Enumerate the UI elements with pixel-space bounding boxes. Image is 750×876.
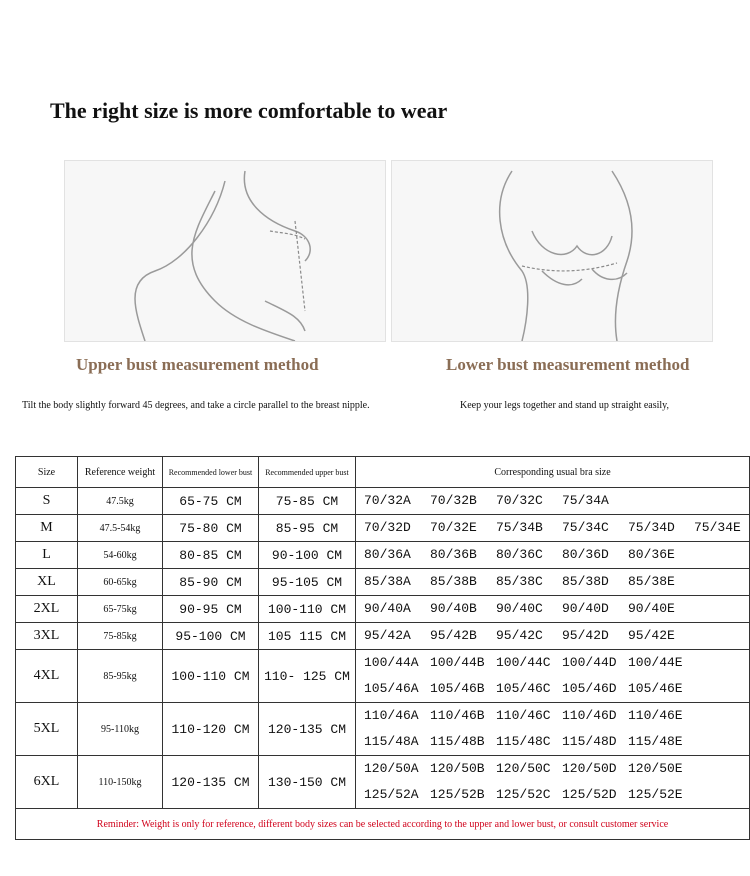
size-label: 6XL bbox=[16, 756, 78, 809]
bra-size-item: 85/38B bbox=[430, 574, 477, 589]
lower-bust-figure-icon bbox=[392, 161, 712, 341]
bra-size-line bbox=[364, 623, 749, 649]
bra-size-item: 90/40E bbox=[628, 601, 675, 616]
size-row bbox=[16, 515, 750, 542]
lower-bust-range: 90-95 CM bbox=[163, 596, 259, 623]
upper-bust-range: 100-110 CM bbox=[259, 596, 356, 623]
bra-size-item: 125/52E bbox=[628, 787, 683, 802]
bra-size-item: 75/34B bbox=[496, 520, 543, 535]
bra-size-line bbox=[364, 650, 749, 676]
bra-size-item: 80/36B bbox=[430, 547, 477, 562]
size-row bbox=[16, 569, 750, 596]
bra-size-line bbox=[364, 596, 749, 622]
bra-size-item: 95/42D bbox=[562, 628, 609, 643]
bra-size-list bbox=[356, 703, 750, 756]
bra-size-item: 110/46A bbox=[364, 708, 419, 723]
lower-bust-instruction: Keep your legs together and stand up straight easily, bbox=[460, 400, 670, 411]
bra-size-item: 110/46C bbox=[496, 708, 551, 723]
bra-size-item: 75/34A bbox=[562, 493, 609, 508]
upper-bust-range: 75-85 CM bbox=[259, 488, 356, 515]
bra-size-item: 70/32B bbox=[430, 493, 477, 508]
lower-bust-range: 85-90 CM bbox=[163, 569, 259, 596]
reference-weight: 75-85kg bbox=[78, 623, 163, 650]
reference-weight: 65-75kg bbox=[78, 596, 163, 623]
bra-size-item: 75/34E bbox=[694, 520, 741, 535]
bra-size-item: 100/44D bbox=[562, 655, 617, 670]
bra-size-list bbox=[356, 569, 750, 596]
lower-bust-range: 100-110 CM bbox=[163, 650, 259, 703]
bra-size-item: 75/34D bbox=[628, 520, 675, 535]
reference-weight: 85-95kg bbox=[78, 650, 163, 703]
bra-size-list bbox=[356, 650, 750, 703]
header-upper-bust: Recommended upper bust bbox=[259, 457, 356, 488]
bra-size-line bbox=[364, 569, 749, 595]
size-row bbox=[16, 596, 750, 623]
upper-bust-range: 95-105 CM bbox=[259, 569, 356, 596]
size-chart-header-row bbox=[16, 457, 750, 488]
bra-size-list bbox=[356, 756, 750, 809]
upper-bust-range: 110- 125 CM bbox=[259, 650, 356, 703]
bra-size-item: 125/52C bbox=[496, 787, 551, 802]
reminder-text: Reminder: Weight is only for reference, different body sizes can be selected according to the upper and lower bust, or consult customer service bbox=[16, 809, 750, 840]
bra-size-item: 115/48E bbox=[628, 734, 683, 749]
size-label: 3XL bbox=[16, 623, 78, 650]
lower-bust-range: 80-85 CM bbox=[163, 542, 259, 569]
bra-size-list bbox=[356, 596, 750, 623]
bra-size-item: 100/44C bbox=[496, 655, 551, 670]
bra-size-item: 70/32A bbox=[364, 493, 411, 508]
bra-size-line bbox=[364, 515, 749, 541]
size-row bbox=[16, 703, 750, 756]
size-chart-body bbox=[16, 488, 750, 809]
size-label: 4XL bbox=[16, 650, 78, 703]
bra-size-item: 115/48D bbox=[562, 734, 617, 749]
bra-size-item: 70/32D bbox=[364, 520, 411, 535]
bra-size-item: 115/48C bbox=[496, 734, 551, 749]
bra-size-item: 80/36E bbox=[628, 547, 675, 562]
upper-bust-figure-icon bbox=[65, 161, 385, 341]
bra-size-item: 100/44B bbox=[430, 655, 485, 670]
bra-size-item: 120/50D bbox=[562, 761, 617, 776]
lower-bust-illustration bbox=[391, 160, 713, 342]
size-row bbox=[16, 488, 750, 515]
reference-weight: 47.5-54kg bbox=[78, 515, 163, 542]
bra-size-item: 100/44A bbox=[364, 655, 419, 670]
lower-bust-range: 75-80 CM bbox=[163, 515, 259, 542]
bra-size-item: 100/44E bbox=[628, 655, 683, 670]
reminder-row bbox=[16, 809, 750, 840]
bra-size-item: 90/40D bbox=[562, 601, 609, 616]
size-row bbox=[16, 542, 750, 569]
page-headline: The right size is more comfortable to wear bbox=[50, 98, 448, 123]
bra-size-item: 105/46B bbox=[430, 681, 485, 696]
bra-size-item: 125/52B bbox=[430, 787, 485, 802]
upper-bust-instruction: Tilt the body slightly forward 45 degrees, and take a circle parallel to the breast nipple. bbox=[22, 400, 370, 411]
bra-size-line bbox=[364, 676, 749, 702]
bra-size-item: 95/42C bbox=[496, 628, 543, 643]
bra-size-item: 120/50C bbox=[496, 761, 551, 776]
bra-size-item: 85/38C bbox=[496, 574, 543, 589]
bra-size-item: 95/42B bbox=[430, 628, 477, 643]
bra-size-item: 105/46A bbox=[364, 681, 419, 696]
upper-bust-illustration bbox=[64, 160, 386, 342]
bra-size-item: 90/40A bbox=[364, 601, 411, 616]
bra-size-item: 85/38A bbox=[364, 574, 411, 589]
bra-size-list bbox=[356, 542, 750, 569]
bra-size-item: 120/50B bbox=[430, 761, 485, 776]
size-label: S bbox=[16, 488, 78, 515]
reference-weight: 47.5kg bbox=[78, 488, 163, 515]
upper-bust-range: 120-135 CM bbox=[259, 703, 356, 756]
bra-size-item: 70/32C bbox=[496, 493, 543, 508]
bra-size-item: 120/50E bbox=[628, 761, 683, 776]
reference-weight: 60-65kg bbox=[78, 569, 163, 596]
size-chart-table bbox=[15, 456, 750, 840]
header-bra-size: Corresponding usual bra size bbox=[356, 457, 750, 488]
upper-bust-range: 90-100 CM bbox=[259, 542, 356, 569]
header-weight: Reference weight bbox=[78, 457, 163, 488]
bra-size-item: 105/46D bbox=[562, 681, 617, 696]
upper-bust-range: 105 115 CM bbox=[259, 623, 356, 650]
upper-bust-caption: Upper bust measurement method bbox=[76, 355, 319, 374]
bra-size-list bbox=[356, 488, 750, 515]
size-row bbox=[16, 650, 750, 703]
bra-size-line bbox=[364, 542, 749, 568]
bra-size-item: 80/36A bbox=[364, 547, 411, 562]
bra-size-item: 80/36C bbox=[496, 547, 543, 562]
upper-bust-range: 130-150 CM bbox=[259, 756, 356, 809]
bra-size-line bbox=[364, 703, 749, 729]
bra-size-item: 110/46B bbox=[430, 708, 485, 723]
bra-size-list bbox=[356, 515, 750, 542]
size-row bbox=[16, 623, 750, 650]
bra-size-item: 110/46D bbox=[562, 708, 617, 723]
bra-size-item: 75/34C bbox=[562, 520, 609, 535]
bra-size-item: 85/38E bbox=[628, 574, 675, 589]
lower-bust-range: 120-135 CM bbox=[163, 756, 259, 809]
bra-size-item: 85/38D bbox=[562, 574, 609, 589]
lower-bust-range: 95-100 CM bbox=[163, 623, 259, 650]
size-label: 5XL bbox=[16, 703, 78, 756]
bra-size-line bbox=[364, 782, 749, 808]
reference-weight: 95-110kg bbox=[78, 703, 163, 756]
bra-size-item: 90/40C bbox=[496, 601, 543, 616]
size-label: XL bbox=[16, 569, 78, 596]
upper-bust-range: 85-95 CM bbox=[259, 515, 356, 542]
size-label: L bbox=[16, 542, 78, 569]
bra-size-item: 110/46E bbox=[628, 708, 683, 723]
size-label: M bbox=[16, 515, 78, 542]
bra-size-item: 105/46E bbox=[628, 681, 683, 696]
bra-size-item: 105/46C bbox=[496, 681, 551, 696]
bra-size-item: 70/32E bbox=[430, 520, 477, 535]
bra-size-item: 80/36D bbox=[562, 547, 609, 562]
size-label: 2XL bbox=[16, 596, 78, 623]
lower-bust-range: 110-120 CM bbox=[163, 703, 259, 756]
bra-size-item: 115/48B bbox=[430, 734, 485, 749]
bra-size-line bbox=[364, 488, 749, 514]
lower-bust-range: 65-75 CM bbox=[163, 488, 259, 515]
header-size: Size bbox=[16, 457, 78, 488]
bra-size-item: 125/52A bbox=[364, 787, 419, 802]
bra-size-item: 120/50A bbox=[364, 761, 419, 776]
bra-size-item: 115/48A bbox=[364, 734, 419, 749]
header-lower-bust: Recommended lower bust bbox=[163, 457, 259, 488]
reference-weight: 54-60kg bbox=[78, 542, 163, 569]
bra-size-line bbox=[364, 756, 749, 782]
bra-size-list bbox=[356, 623, 750, 650]
bra-size-item: 95/42A bbox=[364, 628, 411, 643]
bra-size-line bbox=[364, 729, 749, 755]
lower-bust-caption: Lower bust measurement method bbox=[446, 355, 690, 374]
bra-size-item: 95/42E bbox=[628, 628, 675, 643]
bra-size-item: 125/52D bbox=[562, 787, 617, 802]
size-row bbox=[16, 756, 750, 809]
bra-size-item: 90/40B bbox=[430, 601, 477, 616]
reference-weight: 110-150kg bbox=[78, 756, 163, 809]
